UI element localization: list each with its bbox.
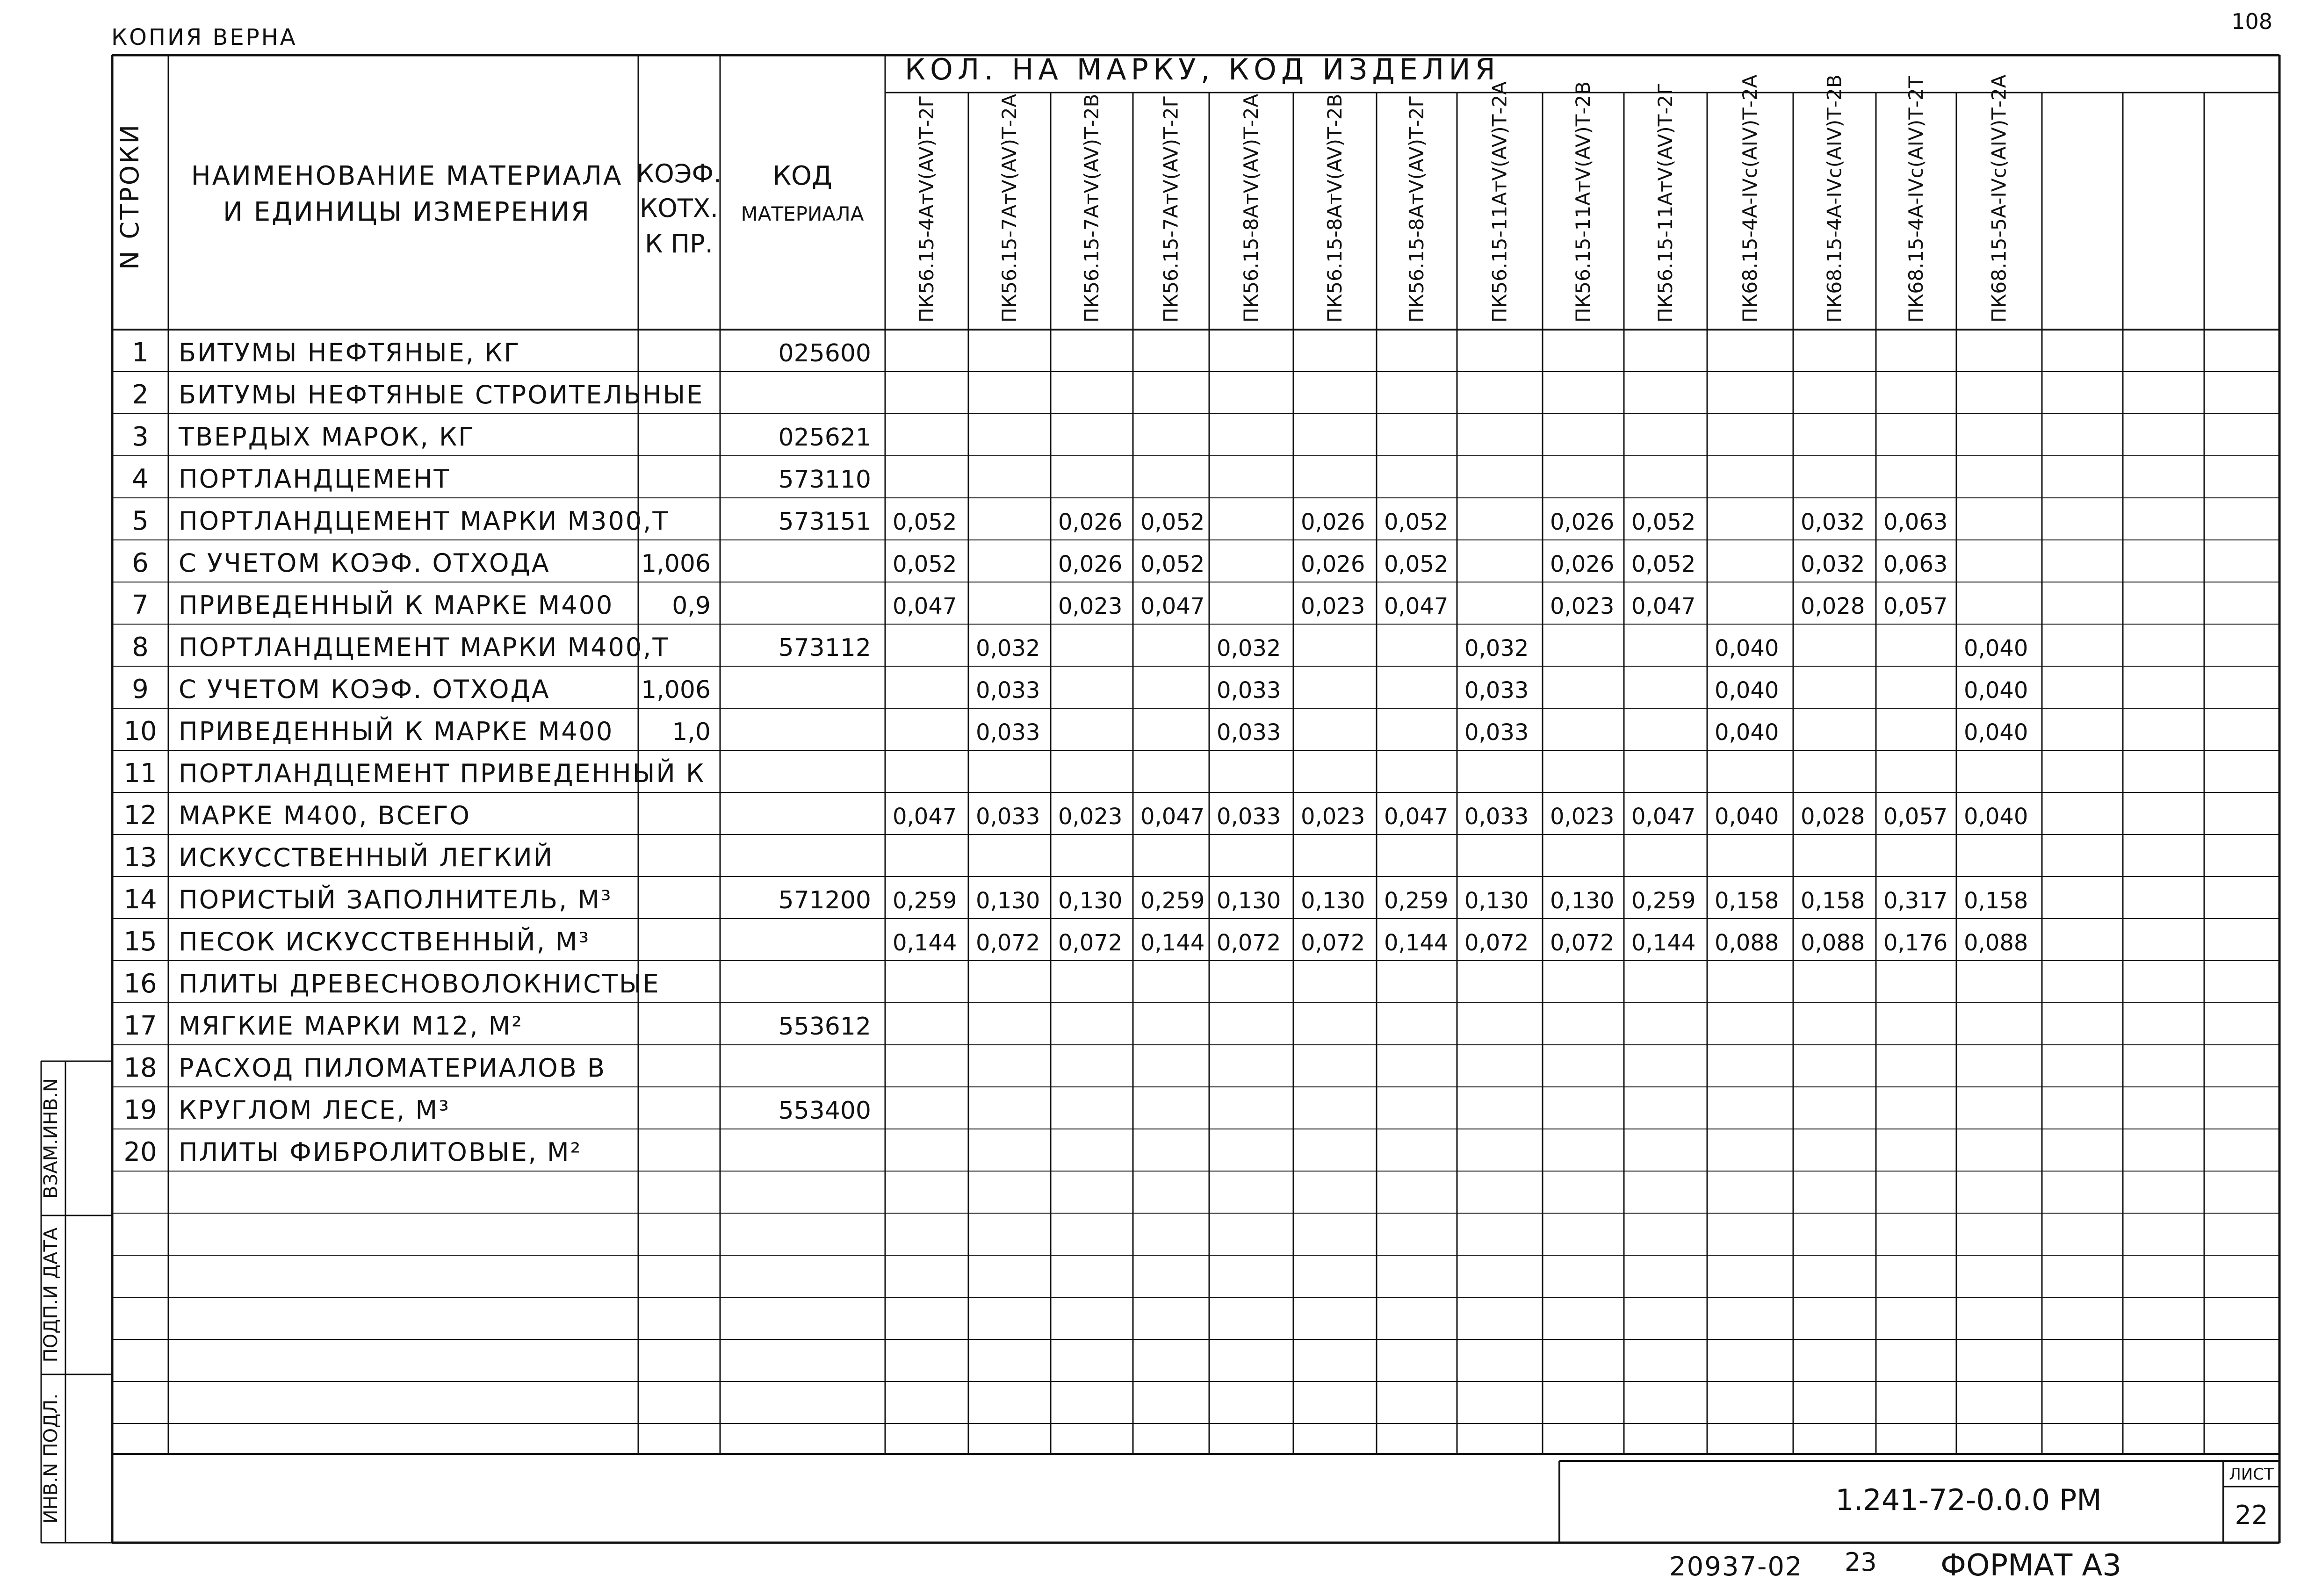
side-stamp-label: ВЗАМ.ИНВ.N (40, 1078, 62, 1199)
quantity-value: 0,052 (1384, 509, 1449, 535)
product-column-header: ПК68.15-4А-IVс(AIV)Т-2Т (1904, 76, 1927, 323)
quantity-value: 0,023 (1058, 593, 1123, 619)
quantity-value: 0,047 (1140, 593, 1205, 619)
quantity-value: 0,047 (1384, 804, 1449, 830)
side-stamp-label: ИНВ.N ПОДЛ. (40, 1393, 62, 1524)
product-column-header: ПК56.15-7АтV(AV)Т-2В (1080, 93, 1103, 323)
quantity-value: 0,033 (1464, 804, 1529, 830)
row-number-header: N СТРОКИ (115, 122, 144, 270)
quantity-value: 0,047 (1631, 804, 1696, 830)
top-note: КОПИЯ ВЕРНА (111, 24, 297, 50)
format-label: ФОРМАТ А3 (1940, 1548, 2121, 1583)
material-name: ПОРТЛАНДЦЕМЕНТ (179, 464, 451, 494)
quantity-value: 0,023 (1301, 593, 1365, 619)
coef-header: К ПР. (645, 229, 713, 259)
code-header: КОД (772, 161, 832, 191)
quantity-value: 0,026 (1550, 551, 1615, 577)
quantity-value: 0,033 (1464, 719, 1529, 746)
product-column-header: ПК56.15-4АтV(AV)Т-2Г (915, 95, 938, 323)
document-designation: 1.241-72-0.0.0 РМ (1835, 1483, 2102, 1517)
material-name: ИСКУССТВЕННЫЙ ЛЕГКИЙ (179, 843, 554, 872)
quantity-value: 0,130 (1550, 888, 1615, 914)
quantity-value: 0,033 (1217, 719, 1281, 746)
quantity-value: 0,032 (1217, 635, 1281, 661)
material-name: ПОРТЛАНДЦЕМЕНТ ПРИВЕДЕННЫЙ К (179, 759, 706, 788)
material-name: С УЧЕТОМ КОЭФ. ОТХОДА (179, 675, 550, 704)
coefficient: 1,0 (672, 718, 711, 746)
row-number: 5 (132, 506, 149, 536)
row-number: 10 (123, 716, 157, 747)
quantity-value: 0,033 (1217, 677, 1281, 704)
coefficient: 1,006 (641, 676, 711, 704)
material-name: ТВЕРДЫХ МАРОК, КГ (179, 422, 476, 452)
coef-header: КОТХ. (640, 194, 718, 223)
quantity-value: 0,040 (1964, 635, 2028, 661)
quantity-value: 0,023 (1550, 804, 1615, 830)
quantity-value: 0,052 (893, 551, 957, 577)
row-number: 11 (123, 758, 157, 789)
sheet-label: ЛИСТ (2229, 1465, 2274, 1484)
quantity-value: 0,130 (1301, 888, 1365, 914)
coefficient: 1,006 (641, 550, 711, 578)
row-number: 17 (123, 1011, 157, 1041)
row-number: 6 (132, 548, 149, 578)
product-column-header: ПК68.15-4А-IVс(AIV)Т-2В (1823, 74, 1846, 323)
row-number: 20 (123, 1137, 157, 1167)
coef-header: КОЭФ. (636, 159, 722, 188)
material-name: ПЕСОК ИСКУССТВЕННЫЙ, М³ (179, 927, 591, 956)
quantity-value: 0,063 (1883, 509, 1948, 535)
quantity-value: 0,072 (976, 930, 1040, 956)
quantity-value: 0,033 (976, 804, 1040, 830)
quantity-value: 0,052 (893, 509, 957, 535)
material-code: 573112 (778, 634, 871, 662)
row-number: 16 (123, 969, 157, 999)
coefficient: 0,9 (672, 592, 711, 620)
quantity-value: 0,023 (1058, 804, 1123, 830)
product-column-header: ПК56.15-11АтV(AV)Т-2А (1488, 81, 1511, 323)
row-number: 14 (123, 884, 157, 915)
row-number: 9 (132, 674, 149, 705)
quantity-value: 0,040 (1715, 719, 1779, 746)
quantity-value: 0,032 (976, 635, 1040, 661)
material-code: 573151 (778, 508, 871, 536)
row-number: 8 (132, 632, 149, 662)
quantity-value: 0,063 (1883, 551, 1948, 577)
row-number: 3 (132, 422, 149, 452)
quantity-value: 0,040 (1964, 719, 2028, 746)
quantity-value: 0,052 (1631, 509, 1696, 535)
quantity-value: 0,259 (893, 888, 957, 914)
row-number: 13 (123, 842, 157, 873)
name-header: И ЕДИНИЦЫ ИЗМЕРЕНИЯ (223, 197, 591, 227)
side-stamp-label: ПОДП.И ДАТА (40, 1227, 62, 1363)
quantity-value: 0,032 (1801, 509, 1865, 535)
row-number: 2 (132, 380, 149, 410)
material-code: 025621 (778, 424, 871, 452)
quantity-value: 0,088 (1715, 930, 1779, 956)
row-number: 18 (123, 1053, 157, 1083)
quantity-value: 0,033 (1464, 677, 1529, 704)
material-name: ПОРТЛАНДЦЕМЕНТ МАРКИ М400,Т (179, 633, 670, 662)
quantity-value: 0,052 (1140, 551, 1205, 577)
material-name: ПЛИТЫ ДРЕВЕСНОВОЛОКНИСТЫЕ (179, 969, 660, 999)
quantity-value: 0,052 (1140, 509, 1205, 535)
code-header: МАТЕРИАЛА (741, 202, 864, 225)
quantity-value: 0,040 (1964, 677, 2028, 704)
quantity-value: 0,047 (1140, 804, 1205, 830)
quantity-value: 0,144 (1140, 930, 1205, 956)
quantity-value: 0,158 (1964, 888, 2028, 914)
group-header: КОЛ. НА МАРКУ, КОД ИЗДЕЛИЯ (905, 52, 1500, 86)
material-name: С УЧЕТОМ КОЭФ. ОТХОДА (179, 548, 550, 578)
quantity-value: 0,057 (1883, 804, 1948, 830)
material-code: 553612 (778, 1013, 871, 1041)
quantity-value: 0,088 (1964, 930, 2028, 956)
quantity-value: 0,026 (1550, 509, 1615, 535)
quantity-value: 0,023 (1550, 593, 1615, 619)
quantity-value: 0,026 (1301, 509, 1365, 535)
product-column-header: ПК56.15-11АтV(AV)Т-2В (1572, 81, 1594, 323)
product-column-header: ПК68.15-4А-IVс(AIV)Т-2А (1738, 74, 1761, 323)
quantity-value: 0,057 (1883, 593, 1948, 619)
product-column-header: ПК56.15-8АтV(AV)Т-2А (1240, 93, 1262, 323)
quantity-value: 0,033 (1217, 804, 1281, 830)
quantity-value: 0,130 (1058, 888, 1123, 914)
quantity-value: 0,032 (1801, 551, 1865, 577)
page-number-bottom: 23 (1845, 1547, 1877, 1577)
quantity-value: 0,144 (893, 930, 957, 956)
material-name: РАСХОД ПИЛОМАТЕРИАЛОВ В (179, 1053, 606, 1083)
material-name: БИТУМЫ НЕФТЯНЫЕ, КГ (179, 338, 521, 367)
quantity-value: 0,072 (1301, 930, 1365, 956)
row-number: 19 (123, 1095, 157, 1125)
quantity-value: 0,130 (976, 888, 1040, 914)
product-column-header: ПК56.15-7АтV(AV)Т-2Г (1159, 95, 1183, 323)
product-column-header: ПК56.15-8АтV(AV)Т-2Г (1405, 95, 1428, 323)
quantity-value: 0,052 (1631, 551, 1696, 577)
row-number: 7 (132, 590, 149, 620)
material-code: 025600 (778, 339, 871, 367)
product-column-header: ПК56.15-11АтV(AV)Т-2Г (1654, 83, 1677, 323)
quantity-value: 0,026 (1058, 551, 1123, 577)
quantity-value: 0,047 (1631, 593, 1696, 619)
quantity-value: 0,026 (1058, 509, 1123, 535)
quantity-value: 0,033 (976, 677, 1040, 704)
quantity-value: 0,047 (1384, 593, 1449, 619)
quantity-value: 0,047 (893, 804, 957, 830)
material-name: ПОРИСТЫЙ ЗАПОЛНИТЕЛЬ, М³ (179, 885, 613, 914)
quantity-value: 0,047 (893, 593, 957, 619)
material-name: ПРИВЕДЕННЫЙ К МАРКЕ М400 (179, 590, 614, 620)
quantity-value: 0,072 (1464, 930, 1529, 956)
quantity-value: 0,072 (1550, 930, 1615, 956)
row-number: 1 (132, 338, 149, 368)
quantity-value: 0,052 (1384, 551, 1449, 577)
material-name: ПОРТЛАНДЦЕМЕНТ МАРКИ М300,Т (179, 506, 670, 536)
quantity-value: 0,158 (1801, 888, 1865, 914)
quantity-value: 0,144 (1631, 930, 1696, 956)
quantity-value: 0,130 (1217, 888, 1281, 914)
row-number: 4 (132, 464, 149, 494)
product-column-header: ПК56.15-8АтV(AV)Т-2В (1323, 93, 1346, 323)
quantity-value: 0,040 (1964, 804, 2028, 830)
quantity-value: 0,032 (1464, 635, 1529, 661)
quantity-value: 0,028 (1801, 593, 1865, 619)
material-code: 573110 (778, 466, 871, 494)
product-column-header: ПК56.15-7АтV(AV)Т-2А (998, 93, 1021, 323)
quantity-value: 0,072 (1058, 930, 1123, 956)
material-name: БИТУМЫ НЕФТЯНЫЕ СТРОИТЕЛЬНЫЕ (179, 380, 704, 410)
material-name: КРУГЛОМ ЛЕСЕ, М³ (179, 1095, 450, 1125)
quantity-value: 0,176 (1883, 930, 1948, 956)
quantity-value: 0,033 (976, 719, 1040, 746)
quantity-value: 0,088 (1801, 930, 1865, 956)
quantity-value: 0,072 (1217, 930, 1281, 956)
quantity-value: 0,040 (1715, 804, 1779, 830)
row-number: 12 (123, 800, 157, 831)
quantity-value: 0,040 (1715, 677, 1779, 704)
quantity-value: 0,317 (1883, 888, 1948, 914)
material-code: 553400 (778, 1097, 871, 1125)
quantity-value: 0,023 (1301, 804, 1365, 830)
row-number: 15 (123, 927, 157, 957)
sheet-number: 22 (2235, 1500, 2268, 1531)
quantity-value: 0,259 (1140, 888, 1205, 914)
material-name: ПРИВЕДЕННЫЙ К МАРКЕ М400 (179, 717, 614, 746)
quantity-value: 0,040 (1715, 635, 1779, 661)
quantity-value: 0,259 (1384, 888, 1449, 914)
material-name: ПЛИТЫ ФИБРОЛИТОВЫЕ, М² (179, 1137, 582, 1167)
quantity-value: 0,028 (1801, 804, 1865, 830)
name-header: НАИМЕНОВАНИЕ МАТЕРИАЛА (191, 161, 623, 191)
quantity-value: 0,144 (1384, 930, 1449, 956)
quantity-value: 0,259 (1631, 888, 1696, 914)
material-code: 571200 (778, 886, 871, 914)
quantity-value: 0,158 (1715, 888, 1779, 914)
quantity-value: 0,130 (1464, 888, 1529, 914)
material-name: МАРКЕ М400, ВСЕГО (179, 801, 471, 830)
material-name: МЯГКИЕ МАРКИ М12, М² (179, 1011, 523, 1041)
page-number: 108 (2231, 9, 2272, 34)
product-column-header: ПК68.15-5А-IVс(AIV)Т-2А (1987, 74, 2011, 323)
order-number: 20937-02 (1669, 1552, 1803, 1582)
quantity-value: 0,026 (1301, 551, 1365, 577)
